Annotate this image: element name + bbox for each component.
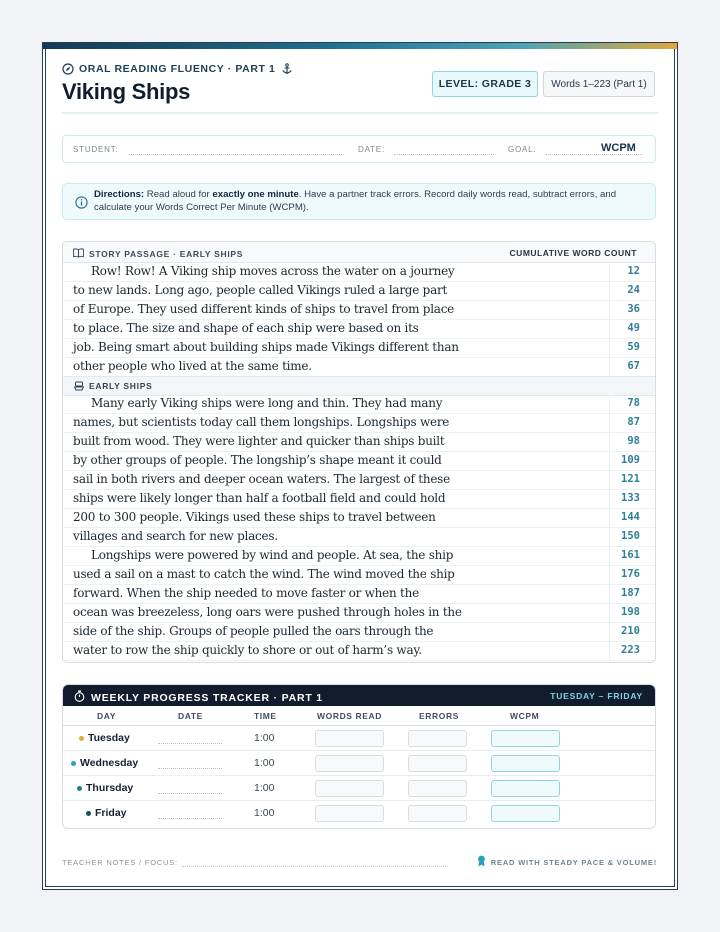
passage-line	[63, 546, 655, 566]
day-dot	[86, 811, 91, 816]
passage-line	[63, 338, 655, 358]
line-text: names, but scientists today call them longships. Longships were	[73, 415, 450, 429]
line-text: sail in both rivers and deeper ocean waters. The largest of these	[73, 472, 450, 486]
count-divider	[609, 281, 610, 300]
tracker-row	[63, 751, 655, 776]
directions-box	[62, 183, 656, 220]
footer-tip	[477, 855, 657, 869]
tracker-row	[63, 801, 655, 825]
passage-line	[63, 641, 655, 661]
day-dot	[79, 736, 84, 741]
count-divider	[609, 470, 610, 489]
line-text: ocean was breezeless, long oars were pushed through holes in the	[73, 605, 462, 619]
errors-field[interactable]	[408, 755, 467, 772]
passage-header-title: STORY PASSAGE · EARLY SHIPS	[89, 249, 244, 259]
line-text: ships were likely longer than half a football field and could hold	[73, 491, 446, 505]
errors-field[interactable]	[408, 780, 467, 797]
story-passage	[62, 241, 656, 663]
passage-header-left	[73, 248, 243, 260]
words-read-field[interactable]	[315, 755, 384, 772]
tracker-day	[71, 757, 138, 769]
word-count: 49	[627, 322, 640, 334]
passage-line	[63, 489, 655, 509]
student-info-row	[62, 135, 656, 163]
line-text: built from wood. They were lighter and quicker than ships built	[73, 434, 445, 448]
accent-bar	[43, 43, 677, 49]
level-badge: LEVEL: GRADE 3	[432, 71, 538, 97]
line-text: used a sail on a mast to catch the wind. The wind moved the ship	[73, 567, 455, 581]
count-divider	[609, 262, 610, 281]
word-count: 144	[621, 511, 640, 523]
count-divider	[609, 432, 610, 451]
day-label: Thursday	[86, 782, 134, 794]
word-count: 98	[627, 435, 640, 447]
col-errors: ERRORS	[419, 711, 459, 721]
passage-line	[63, 357, 655, 377]
goal-field[interactable]	[545, 154, 643, 155]
directions-text	[94, 188, 643, 214]
word-count: 24	[627, 284, 640, 296]
line-text: Row! Row! A Viking ship moves across the water on a journey	[91, 264, 455, 278]
count-divider	[609, 394, 610, 413]
subheading-text: EARLY SHIPS	[89, 381, 153, 391]
col-time: TIME	[254, 711, 277, 721]
time-value: 1:00	[254, 782, 275, 794]
line-text: villages and search for new places.	[73, 529, 278, 543]
col-words-read: WORDS READ	[317, 711, 383, 721]
compass-icon	[62, 63, 74, 75]
word-count: 198	[621, 606, 640, 618]
word-count: 161	[621, 549, 640, 561]
word-count-header: CUMULATIVE WORD COUNT	[509, 248, 637, 258]
passage-line	[63, 451, 655, 471]
count-divider	[609, 546, 610, 565]
count-divider	[609, 584, 610, 603]
date-field[interactable]	[158, 768, 222, 769]
line-text: to place. The size and shape of each ship were based on its	[73, 321, 419, 335]
word-count: 78	[627, 397, 640, 409]
words-badge: Words 1–223 (Part 1)	[543, 71, 655, 97]
line-text: forward. When the ship needed to move faster or when the	[73, 586, 419, 600]
passage-line	[63, 319, 655, 339]
directions-lead: Directions:	[94, 189, 145, 200]
time-value: 1:00	[254, 807, 275, 819]
passage-line	[63, 413, 655, 433]
time-value: 1:00	[254, 732, 275, 744]
words-read-field[interactable]	[315, 780, 384, 797]
date-field[interactable]	[158, 793, 222, 794]
passage-line	[63, 300, 655, 320]
ship-icon	[74, 381, 84, 391]
col-date: DATE	[178, 711, 203, 721]
goal-unit: WCPM	[601, 142, 636, 154]
count-divider	[609, 300, 610, 319]
passage-line	[63, 470, 655, 490]
word-count: 176	[621, 568, 640, 580]
footer-tip-text: READ WITH STEADY PACE & VOLUME!	[490, 857, 657, 867]
errors-field[interactable]	[408, 805, 467, 822]
passage-line	[63, 565, 655, 585]
line-text: other people who lived at the same time.	[73, 359, 312, 373]
tracker-range: TUESDAY – FRIDAY	[550, 691, 643, 701]
line-text: Many early Viking ships were long and thin. They had many	[91, 396, 443, 410]
wcpm-field[interactable]	[491, 730, 560, 747]
line-text: job. Being smart about building ships made Vikings different than	[73, 340, 459, 354]
count-divider	[609, 451, 610, 470]
count-divider	[609, 508, 610, 527]
date-field[interactable]	[158, 743, 222, 744]
tracker-header	[63, 685, 655, 706]
teacher-notes-field[interactable]	[182, 866, 448, 867]
ribbon-icon	[477, 855, 486, 869]
passage-line	[63, 584, 655, 604]
line-text: 200 to 300 people. Vikings used these ships to travel between	[73, 510, 436, 524]
count-divider	[609, 565, 610, 584]
header-divider	[62, 112, 658, 114]
count-divider	[609, 489, 610, 508]
count-divider	[609, 622, 610, 641]
progress-tracker	[62, 684, 656, 829]
word-count: 223	[621, 644, 640, 656]
wcpm-field[interactable]	[491, 805, 560, 822]
day-label: Wednesday	[80, 757, 139, 769]
word-count: 36	[627, 303, 640, 315]
col-day: DAY	[97, 711, 116, 721]
kicker	[62, 63, 293, 75]
tracker-title	[74, 690, 323, 705]
day-dot	[71, 761, 76, 766]
word-count: 67	[627, 360, 640, 372]
word-count: 187	[621, 587, 640, 599]
anchor-icon	[281, 63, 293, 75]
tracker-title-text: WEEKLY PROGRESS TRACKER · PART 1	[91, 691, 323, 704]
page-title: Viking Ships	[62, 79, 191, 104]
errors-field[interactable]	[408, 730, 467, 747]
word-count: 133	[621, 492, 640, 504]
tracker-row	[63, 776, 655, 801]
passage-line	[63, 432, 655, 452]
count-divider	[609, 319, 610, 338]
word-count: 210	[621, 625, 640, 637]
student-label: STUDENT:	[73, 145, 119, 154]
passage-header	[63, 242, 655, 263]
day-label: Friday	[95, 807, 127, 819]
passage-line	[63, 508, 655, 528]
worksheet-page	[42, 42, 678, 890]
count-divider	[609, 527, 610, 546]
wcpm-field[interactable]	[491, 755, 560, 772]
passage-line	[63, 527, 655, 547]
directions-part-1: Read aloud for	[144, 189, 213, 200]
tracker-column-headers	[63, 706, 655, 726]
directions-emphasis: exactly one minute	[212, 189, 299, 200]
student-field[interactable]	[129, 154, 344, 155]
line-text: water to row the ship quickly to shore or out of harm’s way.	[73, 643, 422, 657]
tracker-day	[86, 807, 127, 819]
goal-label: GOAL:	[508, 145, 537, 154]
words-read-field[interactable]	[315, 805, 384, 822]
count-divider	[609, 413, 610, 432]
date-label: DATE:	[358, 145, 385, 154]
line-text: side of the ship. Groups of people pulled the oars through the	[73, 624, 434, 638]
kicker-text: ORAL READING FLUENCY · PART 1	[79, 63, 276, 75]
line-text: Longships were powered by wind and people. At sea, the ship	[91, 548, 454, 562]
time-value: 1:00	[254, 757, 275, 769]
line-text: to new lands. Long ago, people called Vikings ruled a large part	[73, 283, 448, 297]
day-label: Tuesday	[88, 732, 130, 744]
word-count: 59	[627, 341, 640, 353]
date-field[interactable]	[158, 818, 222, 819]
count-divider	[609, 357, 610, 376]
passage-line	[63, 262, 655, 282]
stopwatch-icon	[74, 690, 85, 705]
day-dot	[77, 786, 82, 791]
passage-line	[63, 281, 655, 301]
col-wcpm: WCPM	[510, 711, 540, 721]
directions-part-2: . Have a partner track errors. Record daily words read, subtract errors, and calculate your Words Correct Per Minute (WCPM).	[94, 189, 617, 213]
passage-line	[63, 603, 655, 623]
count-divider	[609, 603, 610, 622]
word-count: 109	[621, 454, 640, 466]
passage-line	[63, 622, 655, 642]
tracker-day	[79, 732, 130, 744]
wcpm-field[interactable]	[491, 780, 560, 797]
section-subheading	[63, 376, 655, 396]
word-count: 150	[621, 530, 640, 542]
line-text: by other groups of people. The longship’s shape meant it could	[73, 453, 442, 467]
teacher-notes-label: TEACHER NOTES / FOCUS:	[62, 858, 178, 867]
words-read-field[interactable]	[315, 730, 384, 747]
word-count: 121	[621, 473, 640, 485]
count-divider	[609, 338, 610, 357]
word-count: 87	[627, 416, 640, 428]
date-field[interactable]	[394, 154, 494, 155]
count-divider	[609, 641, 610, 660]
tracker-row	[63, 726, 655, 751]
tracker-day	[77, 782, 133, 794]
book-icon	[73, 248, 84, 260]
line-text: of Europe. They used different kinds of ships to travel from place	[73, 302, 455, 316]
passage-line	[63, 394, 655, 414]
word-count: 12	[627, 265, 640, 277]
